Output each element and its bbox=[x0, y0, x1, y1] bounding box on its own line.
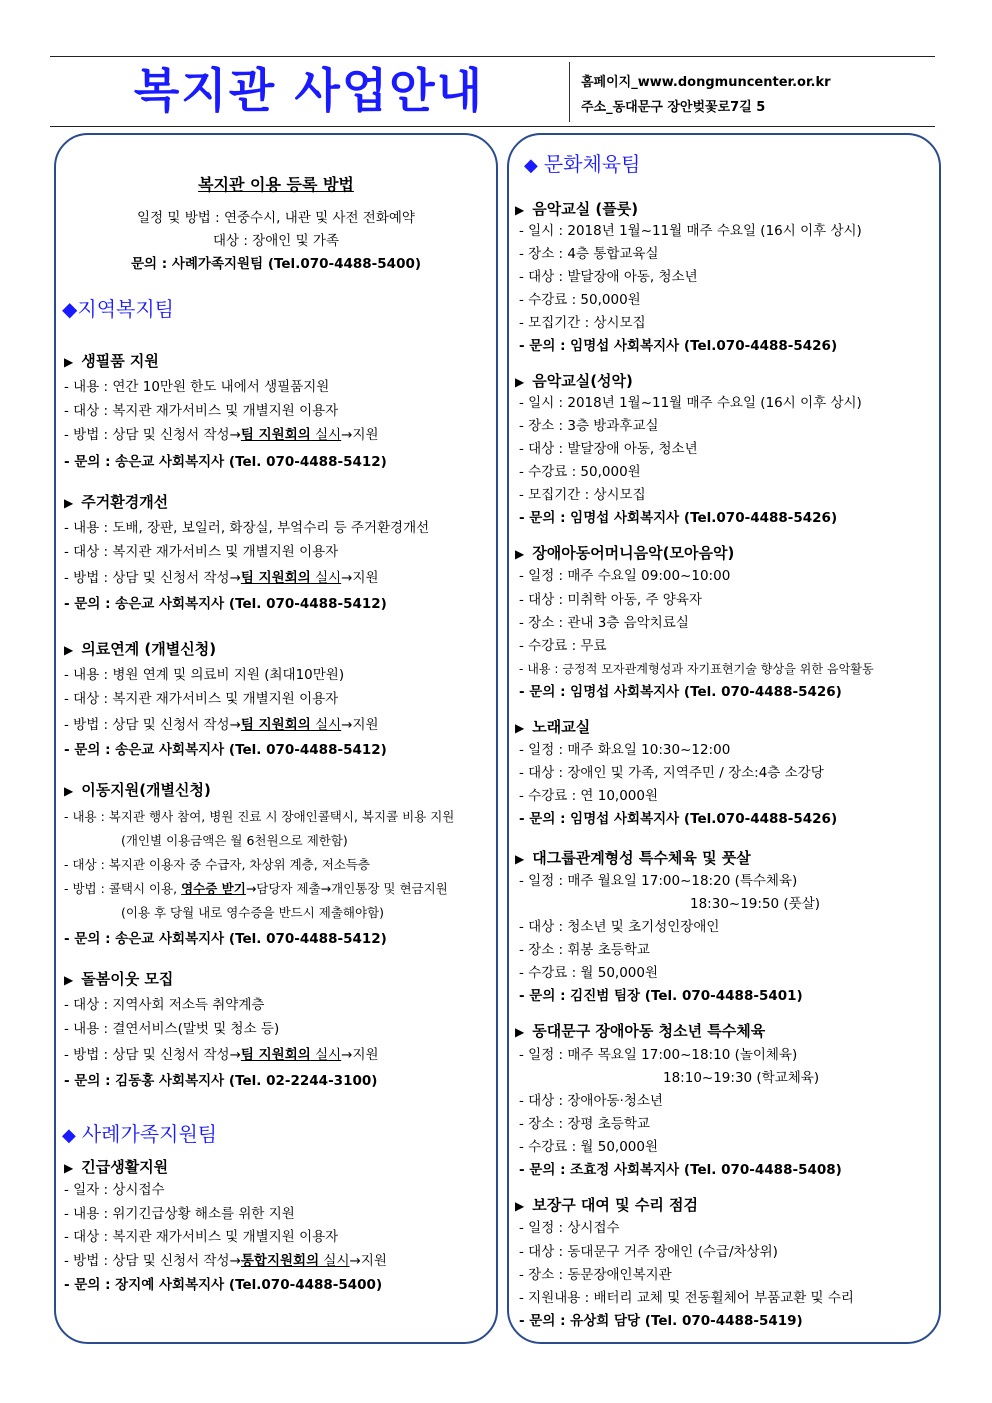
list-item: - 방법 : 상담 및 신청서 작성→팀 지원회의 실시→지원 bbox=[64, 717, 379, 733]
contact-line: - 문의 : 임명섭 사회복지사 (Tel.070-4488-5426) bbox=[519, 338, 838, 354]
diamond-bullet-icon: ◆ bbox=[62, 1125, 76, 1146]
list-item: - 수강료 : 연 10,000원 bbox=[519, 788, 659, 804]
list-item: - 일시 : 2018년 1월~11월 매주 수요일 (16시 이후 상시) bbox=[519, 395, 862, 411]
list-item: - 대상 : 지역사회 저소득 취약계층 bbox=[64, 997, 265, 1013]
list-item: - 장소 : 4층 통합교육실 bbox=[519, 246, 659, 262]
registration-schedule: 일정 및 방법 : 연중수시, 내관 및 사전 전화예약 bbox=[137, 210, 415, 226]
list-item: - 내용 : 결연서비스(말벗 및 청소 등) bbox=[64, 1021, 280, 1037]
list-item: - 장소 : 휘봉 초등학교 bbox=[519, 942, 650, 958]
triangle-bullet-icon: ▶ bbox=[515, 852, 525, 866]
list-item: - 수강료 : 50,000원 bbox=[519, 464, 641, 480]
section-title-youth-sports: ▶ 동대문구 장애아동 청소년 특수체육 bbox=[515, 1022, 766, 1040]
list-item: - 대상 : 복지관 재가서비스 및 개별지원 이용자 bbox=[64, 691, 339, 707]
list-item: - 대상 : 발달장애 아동, 청소년 bbox=[519, 441, 698, 457]
list-item: - 내용 : 병원 연계 및 의료비 지원 (최대10만원) bbox=[64, 667, 345, 683]
contact-line: - 문의 : 송은교 사회복지사 (Tel. 070-4488-5412) bbox=[64, 931, 387, 947]
contact-line: - 문의 : 김동홍 사회복지사 (Tel. 02-2244-3100) bbox=[64, 1073, 378, 1089]
list-item-note: (이용 후 당월 내로 영수증을 반드시 제출해야함) bbox=[121, 905, 385, 920]
triangle-bullet-icon: ▶ bbox=[515, 721, 525, 735]
list-item: - 내용 : 위기긴급상황 해소를 위한 지원 bbox=[64, 1206, 295, 1222]
triangle-bullet-icon: ▶ bbox=[64, 496, 74, 510]
list-item: - 방법 : 상담 및 신청서 작성→팀 지원회의 실시→지원 bbox=[64, 1047, 379, 1063]
list-item: - 대상 : 복지관 재가서비스 및 개별지원 이용자 bbox=[64, 544, 339, 560]
contact-line: - 문의 : 조효정 사회복지사 (Tel. 070-4488-5408) bbox=[519, 1162, 842, 1178]
list-item: - 대상 : 복지관 재가서비스 및 개별지원 이용자 bbox=[64, 403, 339, 419]
list-item: - 일정 : 상시접수 bbox=[519, 1220, 620, 1236]
triangle-bullet-icon: ▶ bbox=[515, 1199, 525, 1213]
list-item: - 대상 : 장애아동·청소년 bbox=[519, 1093, 663, 1109]
triangle-bullet-icon: ▶ bbox=[64, 973, 74, 987]
triangle-bullet-icon: ▶ bbox=[515, 375, 525, 389]
section-title-medical: ▶ 의료연계 (개별신청) bbox=[64, 640, 217, 658]
registration-target: 대상 : 장애인 및 가족 bbox=[212, 233, 340, 249]
section-title-assistive-devices: ▶ 보장구 대여 및 수리 점검 bbox=[515, 1196, 699, 1214]
page-title: 복지관 사업안내 bbox=[133, 64, 485, 119]
list-item: - 대상 : 청소년 및 초기성인장애인 bbox=[519, 919, 720, 935]
list-item: - 모집기간 : 상시모집 bbox=[519, 487, 646, 503]
list-item: - 일정 : 매주 월요일 17:00~18:20 (특수체육) bbox=[519, 873, 798, 889]
list-item: - 수강료 : 월 50,000원 bbox=[519, 1139, 659, 1155]
list-item: - 대상 : 복지관 재가서비스 및 개별지원 이용자 bbox=[64, 1229, 339, 1245]
list-item: - 내용 : 도배, 장판, 보일러, 화장실, 부엌수리 등 주거환경개선 bbox=[64, 520, 430, 536]
contact-line: - 문의 : 김진범 팀장 (Tel. 070-4488-5401) bbox=[519, 988, 803, 1004]
list-item: - 수강료 : 무료 bbox=[519, 638, 607, 654]
list-item: - 수강료 : 월 50,000원 bbox=[519, 965, 659, 981]
header-top-rule bbox=[50, 56, 935, 57]
list-item: - 지원내용 : 배터리 교체 및 전동휠체어 부품교환 및 수리 bbox=[519, 1290, 854, 1306]
list-item: - 모집기간 : 상시모집 bbox=[519, 315, 646, 331]
list-item: - 장소 : 관내 3층 음악치료실 bbox=[519, 615, 689, 631]
list-item: - 내용 : 복지관 행사 참여, 병원 진료 시 장애인콜택시, 복지콜 비용 지원 bbox=[64, 809, 455, 824]
list-item: - 일시 : 2018년 1월~11월 매주 수요일 (16시 이후 상시) bbox=[519, 223, 862, 239]
section-title-vocal: ▶ 음악교실(성악) bbox=[515, 372, 633, 390]
address: 주소_동대문구 장안벚꽃로7길 5 bbox=[581, 100, 766, 115]
triangle-bullet-icon: ▶ bbox=[64, 1161, 74, 1175]
list-item: - 대상 : 동대문구 거주 장애인 (수급/차상위) bbox=[519, 1244, 778, 1260]
list-item: - 장소 : 3층 방과후교실 bbox=[519, 418, 659, 434]
section-title-emergency: ▶ 긴급생활지원 bbox=[64, 1158, 169, 1176]
contact-line: - 문의 : 송은교 사회복지사 (Tel. 070-4488-5412) bbox=[64, 742, 387, 758]
section-title-housing: ▶ 주거환경개선 bbox=[64, 493, 169, 511]
contact-line: - 문의 : 송은교 사회복지사 (Tel. 070-4488-5412) bbox=[64, 596, 387, 612]
list-item: - 일자 : 상시접수 bbox=[64, 1182, 165, 1198]
triangle-bullet-icon: ▶ bbox=[515, 1025, 525, 1039]
contact-line: - 문의 : 임명섭 사회복지사 (Tel.070-4488-5426) bbox=[519, 510, 838, 526]
section-title-sports-futsal: ▶ 대그룹관계형성 특수체육 및 풋살 bbox=[515, 849, 751, 867]
contact-line: - 문의 : 유상희 담당 (Tel. 070-4488-5419) bbox=[519, 1313, 803, 1329]
list-item: - 내용 : 연간 10만원 한도 내에서 생필품지원 bbox=[64, 379, 330, 395]
list-item: - 방법 : 콜택시 이용, 영수증 받기→담당자 제출→개인통장 및 현금지원 bbox=[64, 881, 448, 896]
list-item-note: 18:30~19:50 (풋살) bbox=[690, 896, 821, 912]
team-heading-case-family: ◆ 사례가족지원팀 bbox=[62, 1122, 218, 1146]
contact-line: - 문의 : 임명섭 사회복지사 (Tel. 070-4488-5426) bbox=[519, 684, 842, 700]
diamond-bullet-icon: ◆ bbox=[524, 155, 538, 176]
header-divider bbox=[569, 62, 570, 122]
list-item: - 대상 : 복지관 이용자 중 수급자, 차상위 계층, 저소득층 bbox=[64, 857, 371, 872]
triangle-bullet-icon: ▶ bbox=[515, 547, 525, 561]
section-title-singing: ▶ 노래교실 bbox=[515, 718, 591, 736]
list-item: - 수강료 : 50,000원 bbox=[519, 292, 641, 308]
list-item: - 장소 : 동문장애인복지관 bbox=[519, 1267, 672, 1283]
registration-contact: 문의 : 사례가족지원팀 (Tel.070-4488-5400) bbox=[130, 256, 422, 272]
section-title-care-neighbors: ▶ 돌봄이웃 모집 bbox=[64, 970, 174, 988]
section-title-transport: ▶ 이동지원(개별신청) bbox=[64, 781, 211, 799]
triangle-bullet-icon: ▶ bbox=[64, 784, 74, 798]
list-item: - 내용 : 긍정적 모자관계형성과 자기표현기술 향상을 위한 음악활동 bbox=[519, 662, 874, 676]
list-item: - 일정 : 매주 목요일 17:00~18:10 (놀이체육) bbox=[519, 1047, 798, 1063]
list-item: - 대상 : 발달장애 아동, 청소년 bbox=[519, 269, 698, 285]
section-title-necessities: ▶ 생필품 지원 bbox=[64, 352, 159, 370]
triangle-bullet-icon: ▶ bbox=[64, 643, 74, 657]
list-item: - 방법 : 상담 및 신청서 작성→통합지원회의 실시→지원 bbox=[64, 1253, 387, 1269]
triangle-bullet-icon: ▶ bbox=[64, 355, 74, 369]
team-heading-community-welfare: ◆지역복지팀 bbox=[62, 297, 174, 321]
list-item: - 일정 : 매주 수요일 09:00~10:00 bbox=[519, 568, 731, 584]
homepage-url[interactable]: 홈페이지_www.dongmuncenter.or.kr bbox=[581, 75, 831, 90]
triangle-bullet-icon: ▶ bbox=[515, 203, 525, 217]
header-bottom-rule bbox=[50, 126, 935, 127]
section-title-moa-music: ▶ 장애아동어머니음악(모아음악) bbox=[515, 544, 735, 562]
list-item: - 방법 : 상담 및 신청서 작성→팀 지원회의 실시→지원 bbox=[64, 570, 379, 586]
section-title-flute: ▶ 음악교실 (플룻) bbox=[515, 200, 639, 218]
team-heading-culture-sports: ◆ 문화체육팀 bbox=[524, 152, 641, 176]
list-item: - 장소 : 장평 초등학교 bbox=[519, 1116, 650, 1132]
contact-line: - 문의 : 장지예 사회복지사 (Tel.070-4488-5400) bbox=[64, 1277, 383, 1293]
list-item-note: 18:10~19:30 (학교체육) bbox=[663, 1070, 820, 1086]
list-item: - 방법 : 상담 및 신청서 작성→팀 지원회의 실시→지원 bbox=[64, 427, 379, 443]
list-item-note: (개인별 이용금액은 월 6천원으로 제한함) bbox=[121, 833, 348, 848]
contact-line: - 문의 : 송은교 사회복지사 (Tel. 070-4488-5412) bbox=[64, 454, 387, 470]
registration-title: 복지관 이용 등록 방법 bbox=[198, 175, 354, 194]
contact-line: - 문의 : 임명섭 사회복지사 (Tel.070-4488-5426) bbox=[519, 811, 838, 827]
list-item: - 대상 : 미취학 아동, 주 양육자 bbox=[519, 592, 702, 608]
list-item: - 일정 : 매주 화요일 10:30~12:00 bbox=[519, 742, 731, 758]
list-item: - 대상 : 장애인 및 가족, 지역주민 / 장소:4층 소강당 bbox=[519, 765, 824, 781]
